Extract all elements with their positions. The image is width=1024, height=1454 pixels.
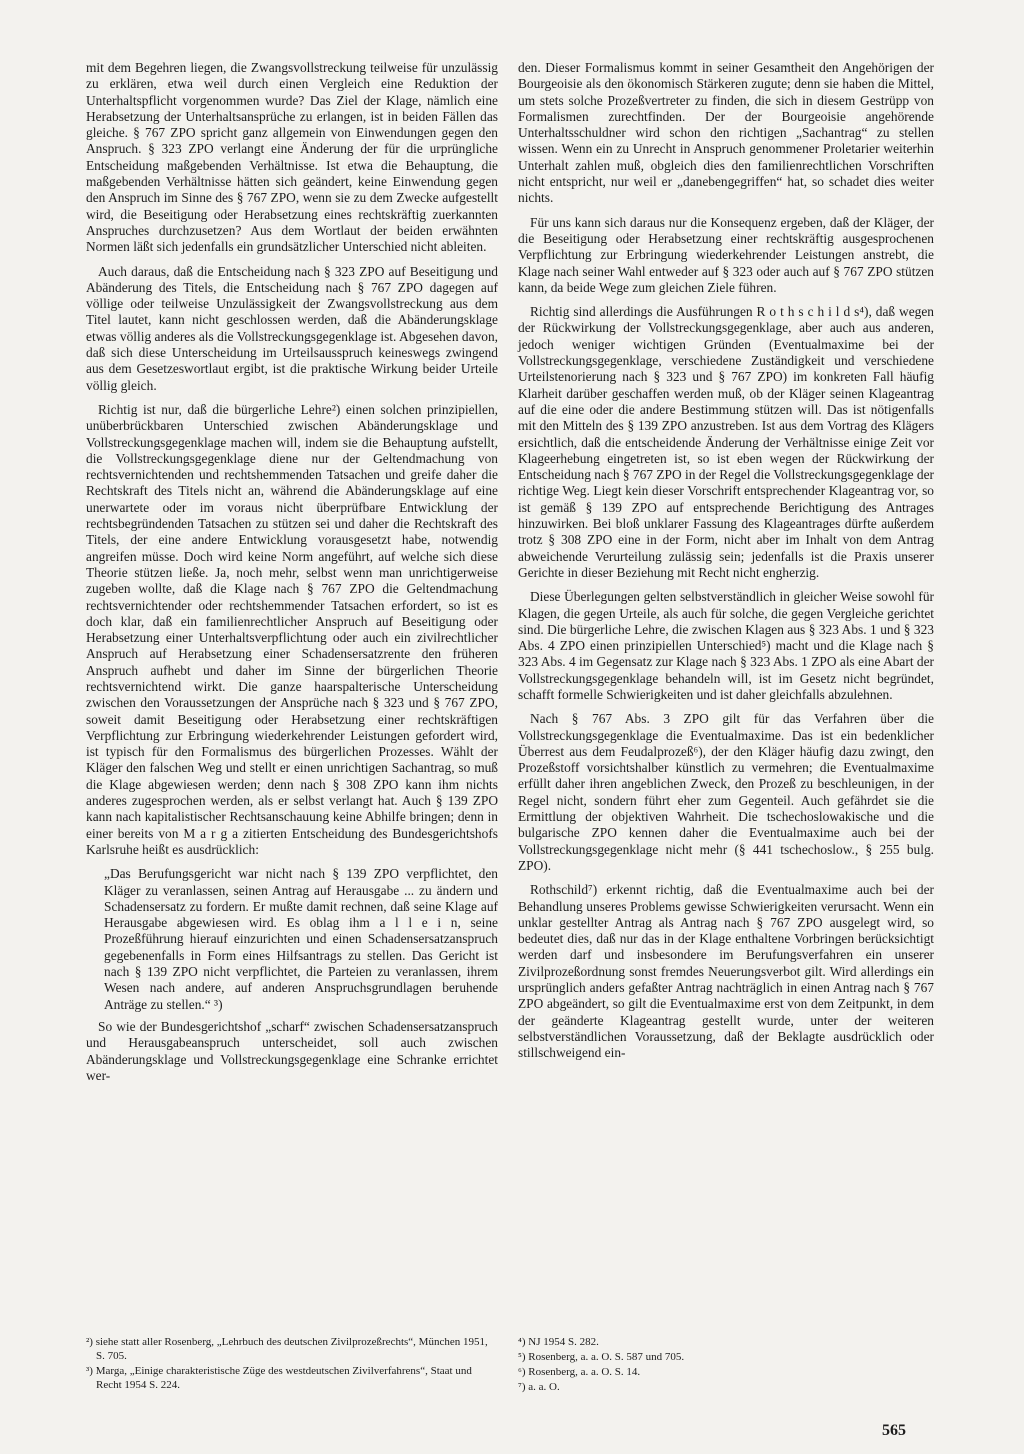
footnote: ⁶) Rosenberg, a. a. O. S. 14. (518, 1366, 641, 1378)
paragraph: Richtig sind allerdings die Ausführungen R o t h s c h i l d s⁴), daß wegen der Rückwirkung der Vollstreckungsgegenklage, aber auch aus anderen, jedoch weniger wichtigen Gründen (Eventualmaxime bei der Vollstreckungsgegenklage, verschiedene Zuständigkeit und verschiedene Urteilstenorierung nach § 323 und § 767 ZPO) im konkreten Fall häufig Klarheit darüber geschaffen werden muß, ob der Kläger seinen Klageantrag auf die eine oder die andere Bestimmung stützen will. Das ist nötigenfalls mit den Mitteln des § 139 ZPO anzustreben. Ist aus dem Vortrag des Klägers ersichtlich, daß die entscheidende Änderung der Verhältnisse einige Zeit vor Klageerhebung eingetreten ist, so ist eben wegen der Rückwirkung der Entscheidung nach § 767 ZPO in der Regel die Vollstreckungsgegenklage der richtige Weg. Liegt kein dieser Vorschrift entsprechender Klageantrag vor, so ist gemäß § 139 ZPO auf entsprechende Berichtigung des Antrages hinzuwirken. Bei bloß unklarer Fassung des Klageantrages dürfte außerdem trotz § 308 ZPO eine in der Form, nicht aber im Inhalt von dem Antrag abweichende Verurteilung zulässig sein; jedenfalls ist die Praxis unserer Gerichte in dieser Beziehung mit Recht nicht engherzig. (518, 304, 935, 580)
footnote: ²) siehe statt aller Rosenberg, „Lehrbuch des deutschen Zivilprozeßrechts“, München 1951, S. 705. (86, 1336, 488, 1362)
paragraph: Diese Überlegungen gelten selbstverständlich in gleicher Weise sowohl für Klagen, die gegen Urteile, als auch für solche, die gegen Vergleiche gerichtet sind. Die bürgerliche Lehre, die zwischen Klagen aus § 323 Abs. 1 und § 323 Abs. 4 ZPO einen prinzipiellen Unterschied⁵) macht und die Klage nach § 323 Abs. 4 im Gegensatz zur Klage nach § 323 Abs. 1 ZPO als eine Abart der Vollstreckungsgegenklage behandeln will, ist im Gesetz nicht begründet, schafft formelle Schwierigkeiten und ist daher gleichfalls abzulehnen. (518, 589, 934, 702)
page-number: 565 (882, 1422, 906, 1439)
paragraph: Für uns kann sich daraus nur die Konsequenz ergeben, daß der Kläger, der die Beseitigung oder Herabsetzung einer rechtskräftig ausgesprochenen Verpflichtung zur Erbringung wiederkehrender Leistungen anstrebt, die Klage nach seiner Wahl entweder auf § 323 oder auch auf § 767 ZPO stützen kann, da beide Wege zum gleichen Ziele führen. (518, 214, 934, 295)
right-text-column (518, 60, 934, 1070)
footnote: ⁴) NJ 1954 S. 282. (518, 1336, 599, 1348)
left-footnotes (86, 1335, 498, 1393)
paragraph: den. Dieser Formalismus kommt in seiner Gesamtheit den Angehörigen der Bourgeoisie als den ökonomisch Stärkeren zugute; denn sie haben die Mittel, um stets solche Prozeßvertreter zu finden, die sich in diesem Gestrüpp von Formalismen zurechtfinden. Der der Bourgeoisie angehörende Unterhaltsschuldner wird schon den richtigen „Sachantrag“ zu stellen wissen. Wenn ein zu Unrecht in Anspruch genommener Proletarier weiterhin Unterhalt zahlen muß, obgleich dies den familienrechtlichen Vorschriften nicht entspricht, nur weil er „danebengegriffen“ hat, so schadet dies weiter nichts. (518, 60, 934, 206)
footnote: ⁵) Rosenberg, a. a. O. S. 587 und 705. (518, 1351, 685, 1363)
paragraph: Nach § 767 Abs. 3 ZPO gilt für das Verfahren über die Vollstreckungsgegenklage die Eventualmaxime. Das ist ein bedenklicher Überrest aus dem Feudalprozeß⁶), der den Kläger häufig dazu zwingt, den Prozeßstoff vorsichtshalber künstlich zu vermehren; die Eventualmaxime erfüllt daher ihren angeblichen Zweck, den Prozeß zu beschleunigen, in der Regel nicht, sondern führt eher zum Gegenteil. Auch gefährdet sie die Ermittlung der objektiven Wahrheit. Die tschechoslowakische und die bulgarische ZPO kennen daher die Eventualmaxime auch bei der Vollstreckungsgegenklage nicht mehr (§ 441 tschechoslow., § 255 bulg. ZPO). (518, 711, 934, 873)
footnote: ³) Marga, „Einige charakteristische Züge des westdeutschen Zivilverfahrens“, Staat und Recht 1954 S. 224. (86, 1365, 472, 1391)
paragraph: Auch daraus, daß die Entscheidung nach § 323 ZPO auf Beseitigung und Abänderung des Titels, die Entscheidung nach § 767 ZPO dagegen auf völlige oder teilweise Unzulässigkeit der Zwangsvollstreckung aus dem Titel lautet, kann nicht geschlossen werden, daß die Abänderungsklage etwas völlig anderes als die Vollstreckungsgegenklage ist. Abgesehen davon, daß sich diese Unterscheidung im Urteilsausspruch keineswegs zwingend aus dem Gesetzeswortlaut ergibt, ist die praktische Wirkung beider Urteile völlig gleich. (86, 263, 498, 393)
footnote: ⁷) a. a. O. (518, 1381, 560, 1393)
right-footnotes (518, 1335, 934, 1395)
paragraph: Rothschild⁷) erkennt richtig, daß die Eventualmaxime auch bei der Behandlung unseres Problems gewisse Schwierigkeiten verursacht. Wenn ein unklar gestellter Antrag als Antrag nach § 767 ZPO ausgelegt wird, so bedeutet dies, daß nur das in der Klage enthaltene Vorbringen berücksichtigt werden darf und insbesondere im Berufungsverfahren ein unserer Zivilprozeßordnung sonst fremdes Neuerungsverbot gilt. Wird allerdings ein ursprünglich anders gefaßter Antrag nachträglich in einen Antrag nach § 767 ZPO abgeändert, so gilt die Eventualmaxime erst von dem Zeitpunkt, in dem der geänderte Klageantrag gestellt wurde, unter der weiteren selbstverständlichen Voraussetzung, daß der Beklagte ausdrücklich oder stillschweigend ein- (518, 882, 934, 1061)
paragraph: mit dem Begehren liegen, die Zwangsvollstreckung teilweise für unzulässig zu erklären, etwa weil durch einen Vergleich eine Reduktion der Unterhaltspflicht vorgenommen wurde? Das Ziel der Klage, nämlich eine Herabsetzung der Unterhaltsansprüche zu erlangen, ist in beiden Fällen das gleiche. § 767 ZPO spricht ganz allgemein von Einwendungen gegen den Anspruch. § 323 ZPO verlangt eine Änderung der für die urprüngliche Entscheidung maßgebenden Verhältnisse. Ist etwa die Behauptung, die maßgebenden Verhältnisse hätten sich geändert, keine Einwendung gegen den Anspruch im Sinne des § 767 ZPO, wenn sie zu dem Zwecke aufgestellt wird, die Beseitigung oder Herabsetzung eines rechtskräftig zuerkannten Anspruches durchzusetzen? Aus dem Wortlaut der beiden erwähnten Normen läßt sich jedenfalls ein grundsätzlicher Unterschied nicht ableiten. (86, 60, 498, 255)
left-text-column (86, 60, 498, 1092)
block-quote: „Das Berufungsgericht war nicht nach § 139 ZPO verpflichtet, den Kläger zu veranlassen, seinen Antrag auf Herausgabe ... zu ändern und Schadensersatz zu fordern. Er mußte damit rechnen, daß seine Klage auf Herausgabe abgewiesen wird. Es oblag ihm a l l e i n, seine Prozeßführung hierauf einzurichten und einen Schadensersatzanspruch gegebenenfalls in Form eines Hilfsantrags zu stellen. Das Gericht ist nach § 139 ZPO nicht verpflichtet, die Parteien zu veranlassen, ihrem Wesen nach andere, auf anderen Anspruchsgrundlagen beruhende Anträge zu stellen.“ ³) (104, 866, 498, 1012)
paragraph: Richtig ist nur, daß die bürgerliche Lehre²) einen solchen prinzipiellen, unüberbrückbaren Unterschied zwischen Abänderungsklage und Vollstreckungsgegenklage machen will, indem sie die Behauptung aufstellt, die Vollstreckungsgegenklage diene nur der Geltendmachung von rechtsvernichtenden und rechtshemmenden Tatsachen und greife daher die Rechtskraft des Titels nicht an, während die Abänderungsklage auf eine unerwartete oder im voraus nicht überprüfbare Entwicklung der rechtsbegründenden Tatsachen zu stützen sei und daher die Rechtskraft des Titels, der eine andere Entwicklung vorausgesetzt habe, notwendig angreifen müsse. Doch wird keine Norm angeführt, auf welche sich diese Theorie stützen ließe. Ja, noch mehr, selbst wenn man unrichtigerweise zugeben wollte, daß die Klage nach § 767 ZPO die Geltendmachung rechtsvernichtender oder rechtshemmender Tatsachen erfordert, so ist es doch klar, daß ein familienrechtlicher Anspruch auf Beseitigung oder Herabsetzung einer Unterhaltsverpflichtung oder auch ein zivilrechtlicher Anspruch auf Herabsetzung einer Schadensersatzrente den früheren Anspruch aufhebt und daher im Sinne der bürgerlichen Theorie rechtsvernichtend wirkt. Die ganze haarspalterische Unterscheidung zwischen den Voraussetzungen der Ansprüche nach § 323 und § 767 ZPO, soweit damit Beseitigung oder Herabsetzung einer rechtskräftigen Verpflichtung zur Erbringung wiederkehrender Leistungen gefordert wird, ist typisch für den Formalismus des bürgerlichen Prozesses. Wählt der Kläger den falschen Weg und stellt er einen unrichtigen Sachantrag, so muß die Klage abgewiesen werden; denn nach § 308 ZPO kann ihm nichts anderes zugesprochen werden, als er selbst verlangt hat. Auch § 139 ZPO kann nach kapitalistischer Rechtsanschauung keine Abhilfe bringen; denn in einer bereits von M a r g a zitierten Entscheidung des Bundesgerichtshofs Karlsruhe heißt es ausdrücklich: (86, 401, 498, 857)
paragraph: So wie der Bundesgerichtshof „scharf“ zwischen Schadensersatzanspruch und Herausgabeanspruch unterscheidet, soll auch zwischen Abänderungsklage und Vollstreckungsgegenklage eine Schranke errichtet wer- (86, 1018, 498, 1083)
